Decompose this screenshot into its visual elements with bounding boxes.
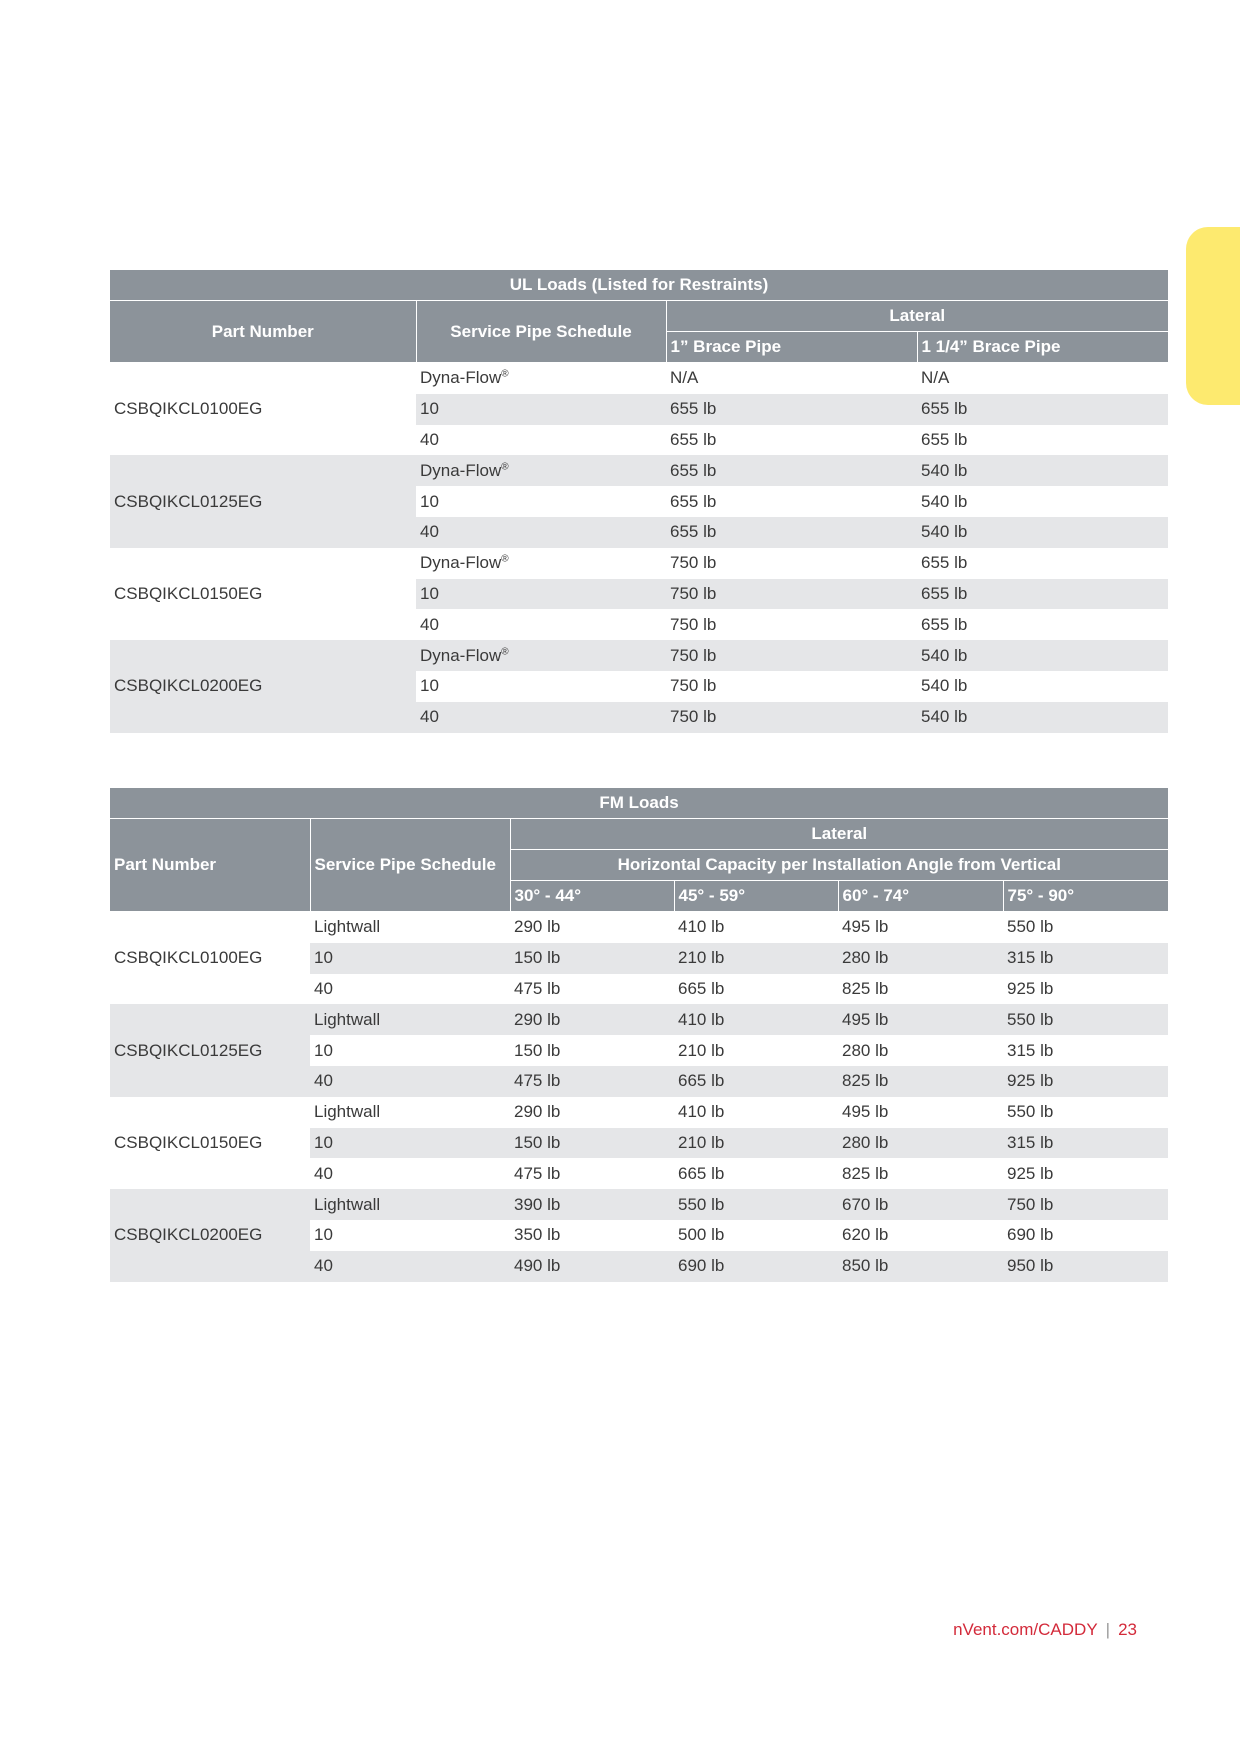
- schedule-text: 10: [420, 676, 439, 696]
- angle-45-59-cell: [674, 974, 838, 1005]
- part-number-cell: CSBQIKCL0125EG: [110, 455, 416, 547]
- load-value: 550 lb: [1007, 917, 1054, 937]
- schedule-text: 40: [420, 522, 439, 542]
- schedule-text: Lightwall: [314, 917, 381, 937]
- schedule-cell: [310, 1128, 510, 1159]
- load-value: 825 lb: [842, 1071, 889, 1091]
- angle-75-90-cell: [1003, 1128, 1168, 1159]
- angle-75-90-cell: [1003, 912, 1168, 943]
- angle-60-74-cell: [838, 1035, 1003, 1066]
- schedule-cell: [310, 1004, 510, 1035]
- angle-75-90-cell: [1003, 1097, 1168, 1128]
- schedule-text: Dyna-Flow: [420, 368, 502, 388]
- angle-45-59-cell: [674, 1097, 838, 1128]
- load-value: 290 lb: [514, 1102, 561, 1122]
- schedule-text: 40: [314, 978, 333, 998]
- fm-header-angle-60-74: 60° - 74°: [838, 881, 1003, 912]
- schedule-cell: [416, 486, 666, 517]
- load-value: 655 lb: [670, 491, 717, 511]
- schedule-cell: [416, 609, 666, 640]
- brace-2-cell: [917, 640, 1168, 671]
- angle-75-90-cell: [1003, 1220, 1168, 1251]
- angle-75-90-cell: [1003, 1158, 1168, 1189]
- load-value: 825 lb: [842, 1163, 889, 1183]
- load-value: 550 lb: [1007, 1009, 1054, 1029]
- load-value: 690 lb: [1007, 1225, 1054, 1245]
- load-value: 750 lb: [670, 676, 717, 696]
- schedule-cell: [416, 455, 666, 486]
- load-value: 655 lb: [670, 460, 717, 480]
- load-value: 315 lb: [1007, 1132, 1054, 1152]
- schedule-cell: [416, 579, 666, 610]
- load-value: 490 lb: [514, 1256, 561, 1276]
- angle-30-44-cell: [510, 943, 674, 974]
- schedule-cell: [310, 1158, 510, 1189]
- angle-75-90-cell: [1003, 1066, 1168, 1097]
- fm-header-angle-75-90: 75° - 90°: [1003, 881, 1168, 912]
- fm-table-title: FM Loads: [110, 788, 1168, 819]
- brace-2-cell: [917, 548, 1168, 579]
- angle-75-90-cell: [1003, 1004, 1168, 1035]
- table-row: [110, 912, 1168, 943]
- table-row: [110, 1004, 1168, 1035]
- fm-header-part-number: Part Number: [110, 819, 310, 912]
- load-value: 750 lb: [670, 583, 717, 603]
- load-value: 495 lb: [842, 917, 889, 937]
- load-value: 150 lb: [514, 948, 561, 968]
- fm-table-body: [110, 912, 1168, 1282]
- table-row: [110, 548, 1168, 579]
- load-value: 280 lb: [842, 1132, 889, 1152]
- load-value: 315 lb: [1007, 948, 1054, 968]
- schedule-cell: [416, 702, 666, 733]
- angle-75-90-cell: [1003, 1251, 1168, 1282]
- fm-header-angle-30-44: 30° - 44°: [510, 881, 674, 912]
- angle-30-44-cell: [510, 1128, 674, 1159]
- brace-2-cell: [917, 394, 1168, 425]
- load-value: 290 lb: [514, 917, 561, 937]
- angle-30-44-cell: [510, 1097, 674, 1128]
- load-value: 620 lb: [842, 1225, 889, 1245]
- angle-60-74-cell: [838, 943, 1003, 974]
- load-value: 950 lb: [1007, 1256, 1054, 1276]
- load-value: 500 lb: [678, 1225, 725, 1245]
- schedule-cell: [416, 363, 666, 394]
- table-row: [110, 640, 1168, 671]
- load-value: 655 lb: [670, 522, 717, 542]
- load-value: 210 lb: [678, 1132, 725, 1152]
- angle-45-59-cell: [674, 1004, 838, 1035]
- angle-75-90-cell: [1003, 1189, 1168, 1220]
- angle-60-74-cell: [838, 1158, 1003, 1189]
- angle-75-90-cell: [1003, 1035, 1168, 1066]
- fm-header-lateral: Lateral: [510, 819, 1168, 850]
- brace-1-cell: [666, 640, 917, 671]
- part-number-cell: CSBQIKCL0150EG: [110, 548, 416, 640]
- load-value: 540 lb: [921, 707, 968, 727]
- schedule-cell: [310, 1035, 510, 1066]
- angle-60-74-cell: [838, 1128, 1003, 1159]
- load-value: 925 lb: [1007, 978, 1054, 998]
- load-value: 280 lb: [842, 1040, 889, 1060]
- brace-2-cell: [917, 579, 1168, 610]
- load-value: 210 lb: [678, 1040, 725, 1060]
- ul-header-service-pipe-schedule: Service Pipe Schedule: [416, 301, 666, 363]
- brace-2-cell: [917, 702, 1168, 733]
- schedule-cell: [310, 1251, 510, 1282]
- angle-30-44-cell: [510, 974, 674, 1005]
- fm-loads-table: [110, 788, 1168, 1282]
- registered-mark: ®: [501, 461, 509, 473]
- schedule-cell: [416, 671, 666, 702]
- angle-75-90-cell: [1003, 974, 1168, 1005]
- footer-site-link[interactable]: nVent.com/CADDY: [953, 1620, 1098, 1639]
- schedule-text: 10: [420, 399, 439, 419]
- page-number: 23: [1118, 1620, 1137, 1639]
- fm-header-service-pipe-schedule: Service Pipe Schedule: [310, 819, 510, 912]
- angle-30-44-cell: [510, 1066, 674, 1097]
- brace-2-cell: [917, 517, 1168, 548]
- schedule-text: 40: [420, 429, 439, 449]
- ul-header-brace-1: 1” Brace Pipe: [666, 332, 917, 363]
- ul-header-part-number: Part Number: [110, 301, 416, 363]
- brace-2-cell: [917, 455, 1168, 486]
- angle-45-59-cell: [674, 1189, 838, 1220]
- part-number-cell: CSBQIKCL0125EG: [110, 1004, 310, 1096]
- load-value: 290 lb: [514, 1009, 561, 1029]
- brace-1-cell: [666, 579, 917, 610]
- angle-30-44-cell: [510, 1035, 674, 1066]
- brace-1-cell: [666, 486, 917, 517]
- brace-1-cell: [666, 702, 917, 733]
- schedule-text: 40: [420, 614, 439, 634]
- schedule-cell: [310, 1189, 510, 1220]
- load-value: 550 lb: [678, 1194, 725, 1214]
- schedule-text: 10: [314, 948, 333, 968]
- load-value: 690 lb: [678, 1256, 725, 1276]
- brace-2-cell: [917, 609, 1168, 640]
- angle-60-74-cell: [838, 1189, 1003, 1220]
- registered-mark: ®: [501, 368, 509, 380]
- part-number-cell: CSBQIKCL0200EG: [110, 640, 416, 732]
- load-value: N/A: [921, 368, 950, 388]
- load-value: 475 lb: [514, 1071, 561, 1091]
- load-value: 665 lb: [678, 1163, 725, 1183]
- brace-1-cell: [666, 671, 917, 702]
- brace-1-cell: [666, 455, 917, 486]
- brace-2-cell: [917, 425, 1168, 456]
- angle-45-59-cell: [674, 1158, 838, 1189]
- load-value: 655 lb: [921, 429, 968, 449]
- load-value: 670 lb: [842, 1194, 889, 1214]
- brace-2-cell: [917, 363, 1168, 394]
- footer-separator: |: [1105, 1620, 1111, 1639]
- load-value: 410 lb: [678, 1009, 725, 1029]
- schedule-cell: [416, 517, 666, 548]
- schedule-text: 10: [420, 491, 439, 511]
- schedule-cell: [416, 425, 666, 456]
- schedule-cell: [310, 974, 510, 1005]
- load-value: 540 lb: [921, 460, 968, 480]
- angle-30-44-cell: [510, 1004, 674, 1035]
- table-row: [110, 1189, 1168, 1220]
- schedule-cell: [416, 640, 666, 671]
- load-value: 150 lb: [514, 1040, 561, 1060]
- load-value: 540 lb: [921, 491, 968, 511]
- angle-60-74-cell: [838, 974, 1003, 1005]
- registered-mark: ®: [501, 553, 509, 565]
- part-number-cell: CSBQIKCL0100EG: [110, 912, 310, 1005]
- schedule-cell: [416, 548, 666, 579]
- table-row: [110, 1097, 1168, 1128]
- part-number-cell: CSBQIKCL0100EG: [110, 363, 416, 456]
- load-value: 750 lb: [1007, 1194, 1054, 1214]
- angle-30-44-cell: [510, 912, 674, 943]
- angle-30-44-cell: [510, 1251, 674, 1282]
- ul-table-body: [110, 363, 1168, 733]
- ul-header-brace-2: 1 1/4” Brace Pipe: [917, 332, 1168, 363]
- section-tab: [1186, 227, 1240, 405]
- load-value: 150 lb: [514, 1132, 561, 1152]
- schedule-text: 10: [314, 1132, 333, 1152]
- table-row: [110, 363, 1168, 394]
- load-value: 655 lb: [921, 399, 968, 419]
- load-value: 210 lb: [678, 948, 725, 968]
- page-footer: [953, 1620, 1137, 1640]
- schedule-text: 40: [314, 1071, 333, 1091]
- load-value: 750 lb: [670, 553, 717, 573]
- registered-mark: ®: [501, 645, 509, 657]
- load-value: 315 lb: [1007, 1040, 1054, 1060]
- schedule-cell: [310, 1066, 510, 1097]
- load-value: 495 lb: [842, 1102, 889, 1122]
- angle-60-74-cell: [838, 1097, 1003, 1128]
- angle-30-44-cell: [510, 1189, 674, 1220]
- ul-table-title: UL Loads (Listed for Restraints): [110, 270, 1168, 301]
- load-value: 540 lb: [921, 645, 968, 665]
- angle-45-59-cell: [674, 1066, 838, 1097]
- load-value: 280 lb: [842, 948, 889, 968]
- angle-45-59-cell: [674, 943, 838, 974]
- angle-60-74-cell: [838, 1004, 1003, 1035]
- schedule-text: Dyna-Flow: [420, 645, 502, 665]
- load-value: 925 lb: [1007, 1071, 1054, 1091]
- load-value: 655 lb: [921, 614, 968, 634]
- fm-header-angle-45-59: 45° - 59°: [674, 881, 838, 912]
- load-value: 665 lb: [678, 1071, 725, 1091]
- load-value: 655 lb: [921, 553, 968, 573]
- angle-45-59-cell: [674, 1220, 838, 1251]
- schedule-text: Lightwall: [314, 1102, 381, 1122]
- schedule-cell: [416, 394, 666, 425]
- load-value: 750 lb: [670, 614, 717, 634]
- load-value: 655 lb: [670, 399, 717, 419]
- load-value: 540 lb: [921, 522, 968, 542]
- brace-1-cell: [666, 517, 917, 548]
- part-number-cell: CSBQIKCL0200EG: [110, 1189, 310, 1281]
- load-value: 540 lb: [921, 676, 968, 696]
- schedule-text: 10: [314, 1040, 333, 1060]
- angle-45-59-cell: [674, 912, 838, 943]
- load-value: 475 lb: [514, 1163, 561, 1183]
- angle-45-59-cell: [674, 1251, 838, 1282]
- schedule-cell: [310, 1220, 510, 1251]
- brace-1-cell: [666, 609, 917, 640]
- brace-2-cell: [917, 486, 1168, 517]
- brace-2-cell: [917, 671, 1168, 702]
- ul-header-lateral: Lateral: [666, 301, 1168, 332]
- schedule-text: 10: [314, 1225, 333, 1245]
- load-value: 390 lb: [514, 1194, 561, 1214]
- schedule-cell: [310, 912, 510, 943]
- angle-60-74-cell: [838, 1251, 1003, 1282]
- load-value: 410 lb: [678, 917, 725, 937]
- angle-45-59-cell: [674, 1128, 838, 1159]
- load-value: 550 lb: [1007, 1102, 1054, 1122]
- fm-header-horizontal-capacity: Horizontal Capacity per Installation Angle from Vertical: [510, 850, 1168, 881]
- angle-75-90-cell: [1003, 943, 1168, 974]
- load-value: 850 lb: [842, 1256, 889, 1276]
- load-value: 925 lb: [1007, 1163, 1054, 1183]
- load-value: 410 lb: [678, 1102, 725, 1122]
- load-value: 475 lb: [514, 978, 561, 998]
- schedule-text: 40: [314, 1163, 333, 1183]
- load-value: 655 lb: [921, 583, 968, 603]
- angle-30-44-cell: [510, 1158, 674, 1189]
- load-value: 750 lb: [670, 645, 717, 665]
- schedule-text: Dyna-Flow: [420, 553, 502, 573]
- load-value: 665 lb: [678, 978, 725, 998]
- brace-1-cell: [666, 363, 917, 394]
- load-value: 495 lb: [842, 1009, 889, 1029]
- schedule-text: Lightwall: [314, 1009, 381, 1029]
- schedule-cell: [310, 943, 510, 974]
- load-value: 350 lb: [514, 1225, 561, 1245]
- angle-60-74-cell: [838, 1066, 1003, 1097]
- schedule-text: Dyna-Flow: [420, 460, 502, 480]
- load-value: 655 lb: [670, 429, 717, 449]
- angle-60-74-cell: [838, 1220, 1003, 1251]
- brace-1-cell: [666, 425, 917, 456]
- angle-30-44-cell: [510, 1220, 674, 1251]
- brace-1-cell: [666, 548, 917, 579]
- angle-60-74-cell: [838, 912, 1003, 943]
- brace-1-cell: [666, 394, 917, 425]
- schedule-text: Lightwall: [314, 1194, 381, 1214]
- schedule-text: 40: [420, 707, 439, 727]
- ul-loads-table: [110, 270, 1168, 733]
- table-row: [110, 455, 1168, 486]
- schedule-text: 40: [314, 1256, 333, 1276]
- load-value: N/A: [670, 368, 699, 388]
- load-value: 750 lb: [670, 707, 717, 727]
- angle-45-59-cell: [674, 1035, 838, 1066]
- schedule-text: 10: [420, 583, 439, 603]
- part-number-cell: CSBQIKCL0150EG: [110, 1097, 310, 1189]
- load-value: 825 lb: [842, 978, 889, 998]
- schedule-cell: [310, 1097, 510, 1128]
